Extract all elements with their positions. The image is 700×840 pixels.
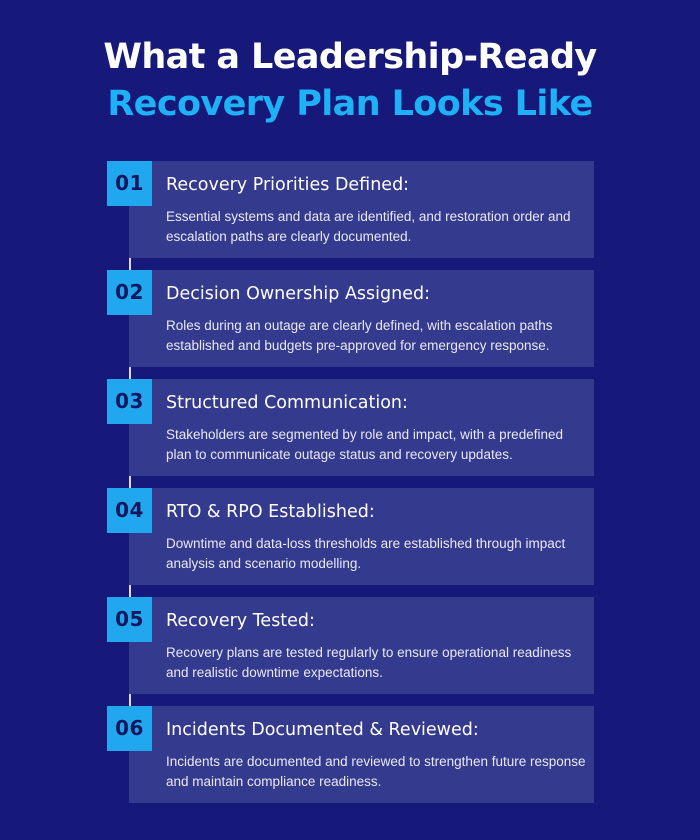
item-number-badge: 06 (107, 706, 152, 751)
item-title: Recovery Priorities Defined: (166, 175, 410, 195)
title-line-2: Recovery Plan Looks Like (107, 84, 593, 124)
item-description: Stakeholders are segmented by role and impact, with a predefined plan to communicate outage status and recovery updates. (166, 427, 563, 462)
recovery-item-card (129, 270, 594, 367)
item-title: Decision Ownership Assigned: (166, 284, 430, 304)
item-number-badge: 05 (107, 597, 152, 642)
item-description: Essential systems and data are identified, and restoration order and escalation paths are clearly documented. (166, 209, 571, 244)
item-title: Recovery Tested: (166, 611, 315, 631)
recovery-item-card (129, 488, 594, 585)
page-title (0, 34, 700, 128)
item-number-badge: 01 (107, 161, 152, 206)
item-description: Downtime and data-loss thresholds are established through impact analysis and scenario modelling. (166, 536, 566, 571)
item-description: Incidents are documented and reviewed to strengthen future response and maintain compliance readiness. (166, 754, 586, 789)
recovery-item-card (129, 597, 594, 694)
recovery-item-card (129, 161, 594, 258)
item-number-badge: 02 (107, 270, 152, 315)
item-title: RTO & RPO Established: (166, 502, 375, 522)
recovery-item-card (129, 706, 594, 803)
recovery-item-card (129, 379, 594, 476)
item-number-badge: 04 (107, 488, 152, 533)
item-number-badge: 03 (107, 379, 152, 424)
item-description: Recovery plans are tested regularly to ensure operational readiness and realistic downtime expectations. (166, 645, 572, 680)
item-description: Roles during an outage are clearly defined, with escalation paths established and budgets pre-approved for emergency response. (166, 318, 553, 353)
title-line-1: What a Leadership-Ready (103, 37, 597, 77)
item-title: Incidents Documented & Reviewed: (166, 720, 479, 740)
item-title: Structured Communication: (166, 393, 408, 413)
